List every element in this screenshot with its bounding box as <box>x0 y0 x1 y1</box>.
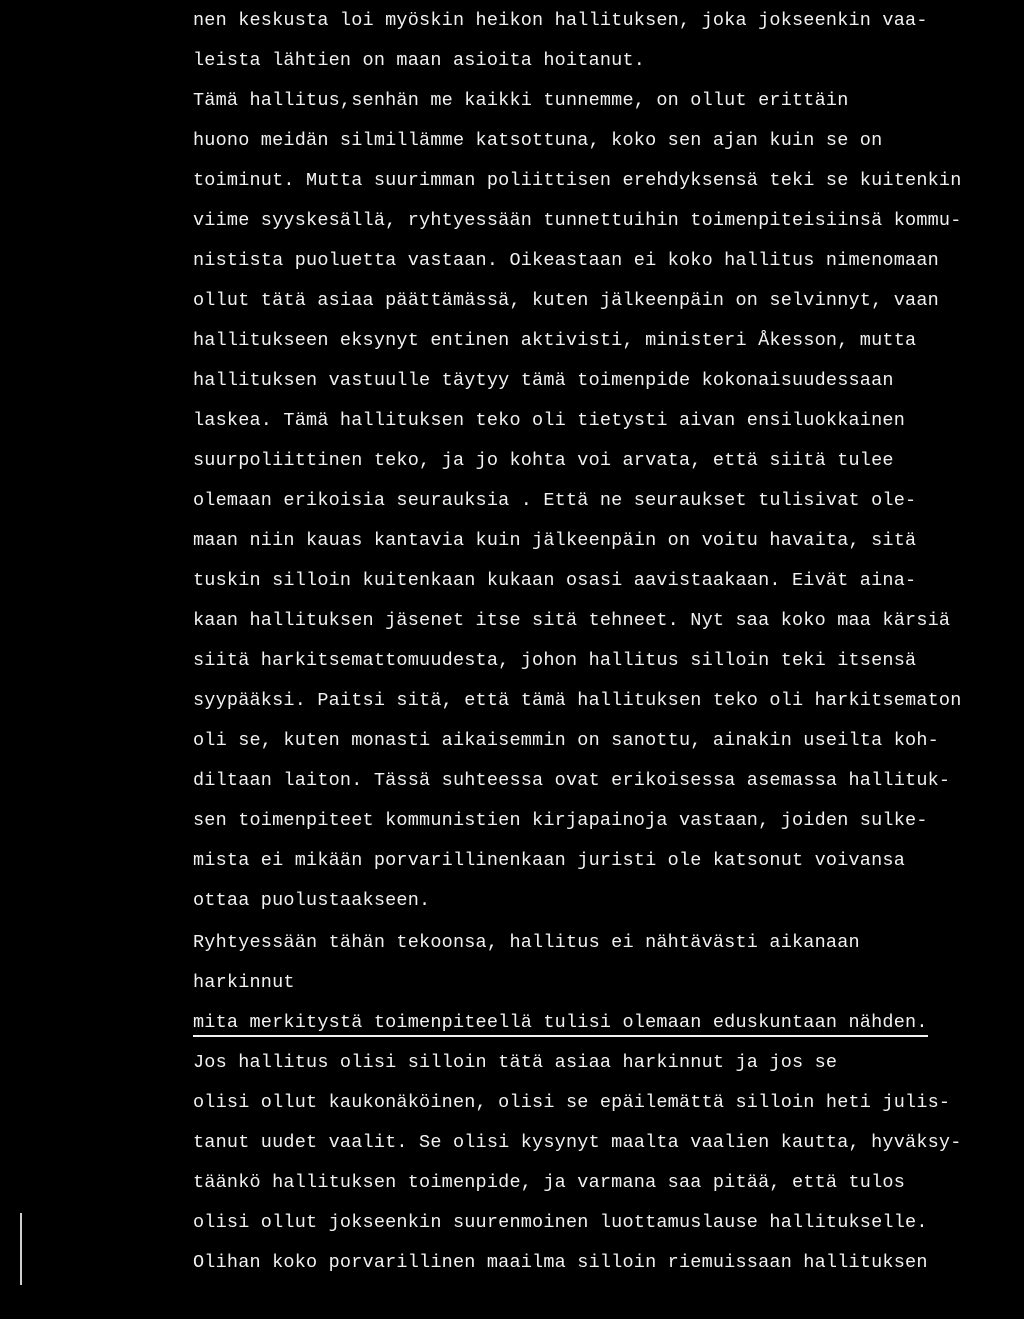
text-line: toiminut. Mutta suurimman poliittisen erehdyksensä teki se kuitenkin <box>193 170 962 191</box>
text-line: Jos hallitus olisi silloin tätä asiaa harkinnut ja jos se <box>193 1052 838 1073</box>
text-line: nen keskusta loi myöskin heikon hallituksen, joka jokseenkin vaa- <box>193 10 928 31</box>
text-line: Tämä hallitus,senhän me kaikki tunnemme, on ollut erittäin <box>193 90 849 111</box>
text-line: harkinnut <box>193 972 295 993</box>
underlined-text-line: mita merkitystä toimenpiteellä tulisi olemaan eduskuntaan nähden. <box>193 1012 928 1037</box>
text-line: hallitukseen eksynyt entinen aktivisti, ministeri Åkesson, mutta <box>193 330 917 351</box>
text-line: sen toimenpiteet kommunistien kirjapainoja vastaan, joiden sulke- <box>193 810 928 831</box>
text-line: ollut tätä asiaa päättämässä, kuten jälkeenpäin on selvinnyt, vaan <box>193 290 939 311</box>
text-line: tuskin silloin kuitenkaan kukaan osasi aavistaakaan. Eivät aina- <box>193 570 917 591</box>
text-line: viime syyskesällä, ryhtyessään tunnettuihin toimenpiteisiinsä kommu- <box>193 210 962 231</box>
text-line: olemaan erikoisia seurauksia . Että ne seuraukset tulisivat ole- <box>193 490 917 511</box>
text-line: täänkö hallituksen toimenpide, ja varmana saa pitää, että tulos <box>193 1172 906 1193</box>
text-line: suurpoliittinen teko, ja jo kohta voi arvata, että siitä tulee <box>193 450 894 471</box>
text-line: tanut uudet vaalit. Se olisi kysynyt maalta vaalien kautta, hyväksy- <box>193 1132 962 1153</box>
text-line: kaan hallituksen jäsenet itse sitä tehneet. Nyt saa koko maa kärsiä <box>193 610 951 631</box>
text-line: syypääksi. Paitsi sitä, että tämä hallituksen teko oli harkitsematon <box>193 690 962 711</box>
text-line: olisi ollut kaukonäköinen, olisi se epäilemättä silloin heti julis- <box>193 1092 951 1113</box>
text-line: hallituksen vastuulle täytyy tämä toimenpide kokonaisuudessaan <box>193 370 894 391</box>
text-line: oli se, kuten monasti aikaisemmin on sanottu, ainakin useilta koh- <box>193 730 939 751</box>
text-line: maan niin kauas kantavia kuin jälkeenpäin on voitu havaita, sitä <box>193 530 917 551</box>
text-line: ottaa puolustaakseen. <box>193 890 431 911</box>
text-line: leista lähtien on maan asioita hoitanut. <box>193 50 646 71</box>
text-line: olisi ollut jokseenkin suurenmoinen luottamuslause hallitukselle. <box>193 1212 928 1233</box>
text-line: siitä harkitsemattomuudesta, johon hallitus silloin teki itsensä <box>193 650 917 671</box>
text-line: Olihan koko porvarillinen maailma silloin riemuissaan hallituksen <box>193 1252 928 1273</box>
margin-mark <box>20 1213 22 1285</box>
text-line: huono meidän silmillämme katsottuna, koko sen ajan kuin se on <box>193 130 883 151</box>
text-line: mista ei mikään porvarillinenkaan juristi ole katsonut voivansa <box>193 850 906 871</box>
text-line: nistista puoluetta vastaan. Oikeastaan ei koko hallitus nimenomaan <box>193 250 939 271</box>
text-line: diltaan laiton. Tässä suhteessa ovat erikoisessa asemassa hallituk- <box>193 770 951 791</box>
text-line: Ryhtyessään tähän tekoonsa, hallitus ei nähtävästi aikanaan <box>193 932 860 953</box>
text-line: laskea. Tämä hallituksen teko oli tietysti aivan ensiluokkainen <box>193 410 906 431</box>
